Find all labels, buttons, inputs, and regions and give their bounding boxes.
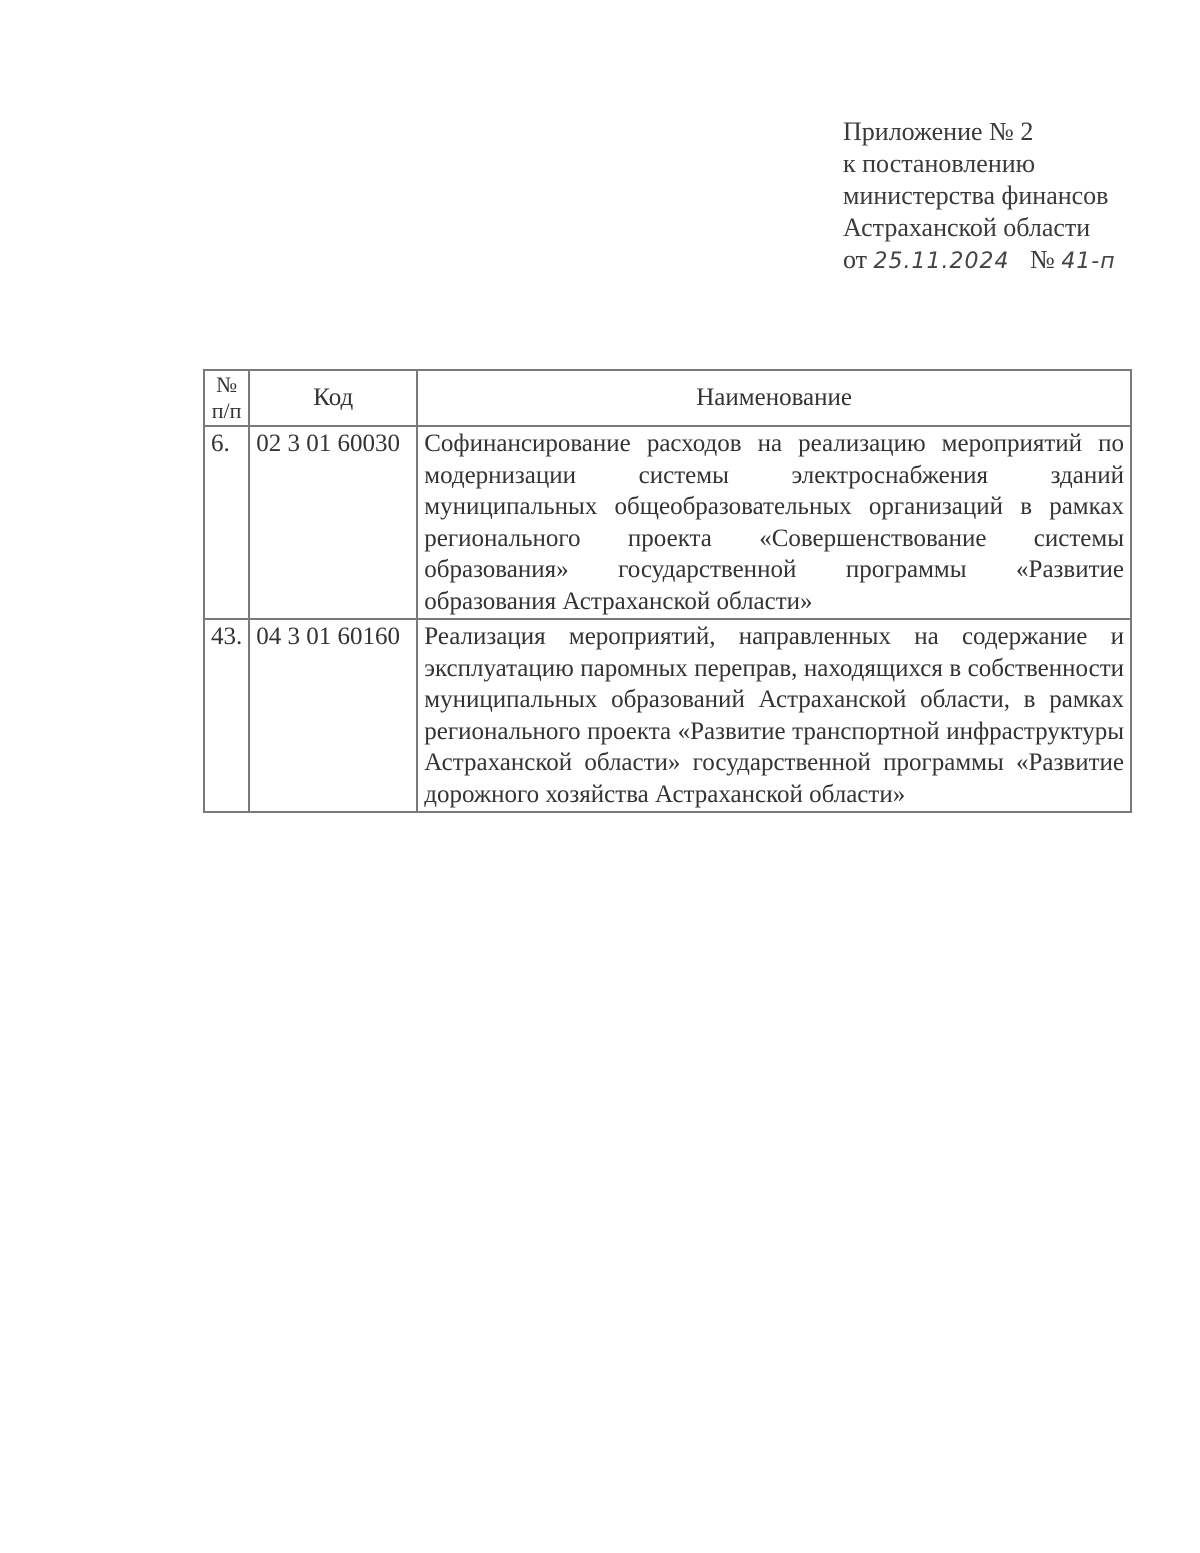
header-number: № п/п <box>204 370 249 426</box>
header-code: Код <box>249 370 417 426</box>
table-header-row <box>204 370 1131 426</box>
appendix-line-region: Астраханской области <box>843 213 1091 242</box>
appendix-date-line <box>843 244 1163 278</box>
row-name: Софинансирование расходов на реализацию мероприятий по модернизации системы электроснабжения зданий муниципальных общеобразовательных организаций в рамках регионального проекта «Совершенствование системы образования» государственной программы «Развитие образования Астраханской области» <box>417 426 1131 619</box>
handwritten-number: 41-п <box>1061 249 1116 274</box>
date-prefix: от <box>843 245 868 274</box>
row-code: 02 3 01 60030 <box>249 426 417 619</box>
appendix-title: Приложение № 2 <box>843 117 1034 146</box>
row-code: 04 3 01 60160 <box>249 619 417 812</box>
table-row <box>204 619 1131 812</box>
appendix-line-resolution: к постановлению <box>843 149 1036 178</box>
budget-code-table <box>203 369 1132 813</box>
row-number: 43. <box>204 619 249 812</box>
header-name: Наименование <box>417 370 1131 426</box>
row-number: 6. <box>204 426 249 619</box>
appendix-line-ministry: министерства финансов <box>843 181 1109 210</box>
number-prefix: № <box>1030 245 1055 274</box>
row-name: Реализация мероприятий, направленных на содержание и эксплуатацию паромных переправ, находящихся в собственности муниципальных образований Астраханской области, в рамках регионального проекта «Развитие транспортной инфраструктуры Астраханской области» государственной программы «Развитие дорожного хозяйства Астраханской области» <box>417 619 1131 812</box>
handwritten-date: 25.11.2024 <box>873 249 1010 274</box>
table-row <box>204 426 1131 619</box>
appendix-header <box>843 116 1163 278</box>
